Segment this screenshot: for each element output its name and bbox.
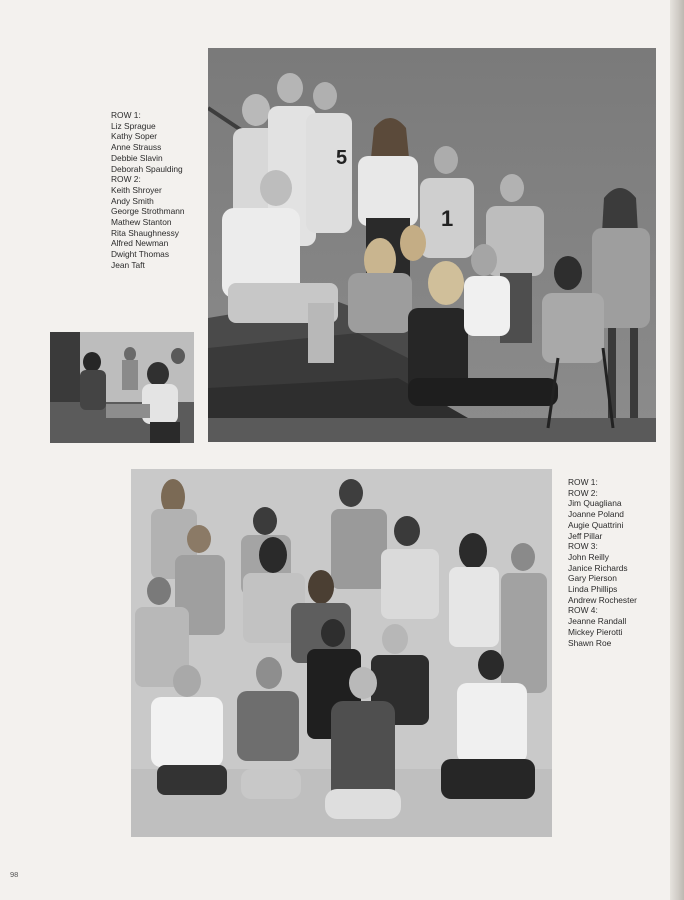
caption-line: ROW 1:: [111, 110, 141, 120]
caption-line: Joanne Poland: [568, 509, 624, 520]
caption-line: Dwight Thomas: [111, 249, 170, 260]
caption-line: Jeff Pillar: [568, 530, 603, 541]
caption-line: Gary Pierson: [568, 573, 617, 584]
caption-line: Liz Sprague: [111, 120, 156, 131]
caption-line: Keith Shroyer: [111, 184, 162, 195]
caption-bottom-names: [568, 477, 637, 648]
caption-line: ROW 2:: [568, 487, 598, 498]
caption-line: Shawn Roe: [568, 637, 612, 648]
page-edge-shadow: [670, 0, 684, 900]
caption-line: Janice Richards: [568, 562, 628, 573]
caption-top-names: [111, 110, 185, 271]
caption-line: Mathew Stanton: [111, 217, 172, 228]
caption-line: Augie Quattrini: [568, 519, 624, 530]
caption-line: ROW 3:: [568, 541, 598, 552]
caption-line: John Reilly: [568, 551, 609, 562]
caption-line: Jeanne Randall: [568, 616, 627, 627]
caption-line: Andrew Rochester: [568, 594, 637, 605]
group-photo-bleachers: [208, 48, 656, 442]
caption-line: ROW 1:: [568, 477, 598, 487]
candid-classroom-photo: [50, 332, 194, 443]
page-number: 98: [10, 870, 19, 879]
jersey-number-1: 1: [441, 206, 454, 231]
caption-line: Alfred Newman: [111, 238, 169, 249]
caption-line: Mickey Pierotti: [568, 626, 623, 637]
jersey-number-5: 5: [336, 147, 348, 169]
caption-line: ROW 2:: [111, 174, 141, 185]
group-photo-rows: [131, 469, 552, 837]
caption-line: Anne Strauss: [111, 142, 162, 153]
caption-line: Kathy Soper: [111, 131, 158, 142]
caption-line: Jim Quagliana: [568, 498, 622, 509]
caption-line: Rita Shaughnessy: [111, 227, 179, 238]
caption-line: Deborah Spaulding: [111, 163, 183, 174]
caption-line: Andy Smith: [111, 195, 154, 206]
caption-line: Linda Phillips: [568, 584, 618, 595]
caption-line: Jean Taft: [111, 259, 145, 270]
caption-line: George Strothmann: [111, 206, 185, 217]
caption-line: Debbie Slavin: [111, 152, 163, 163]
caption-line: ROW 4:: [568, 605, 598, 616]
